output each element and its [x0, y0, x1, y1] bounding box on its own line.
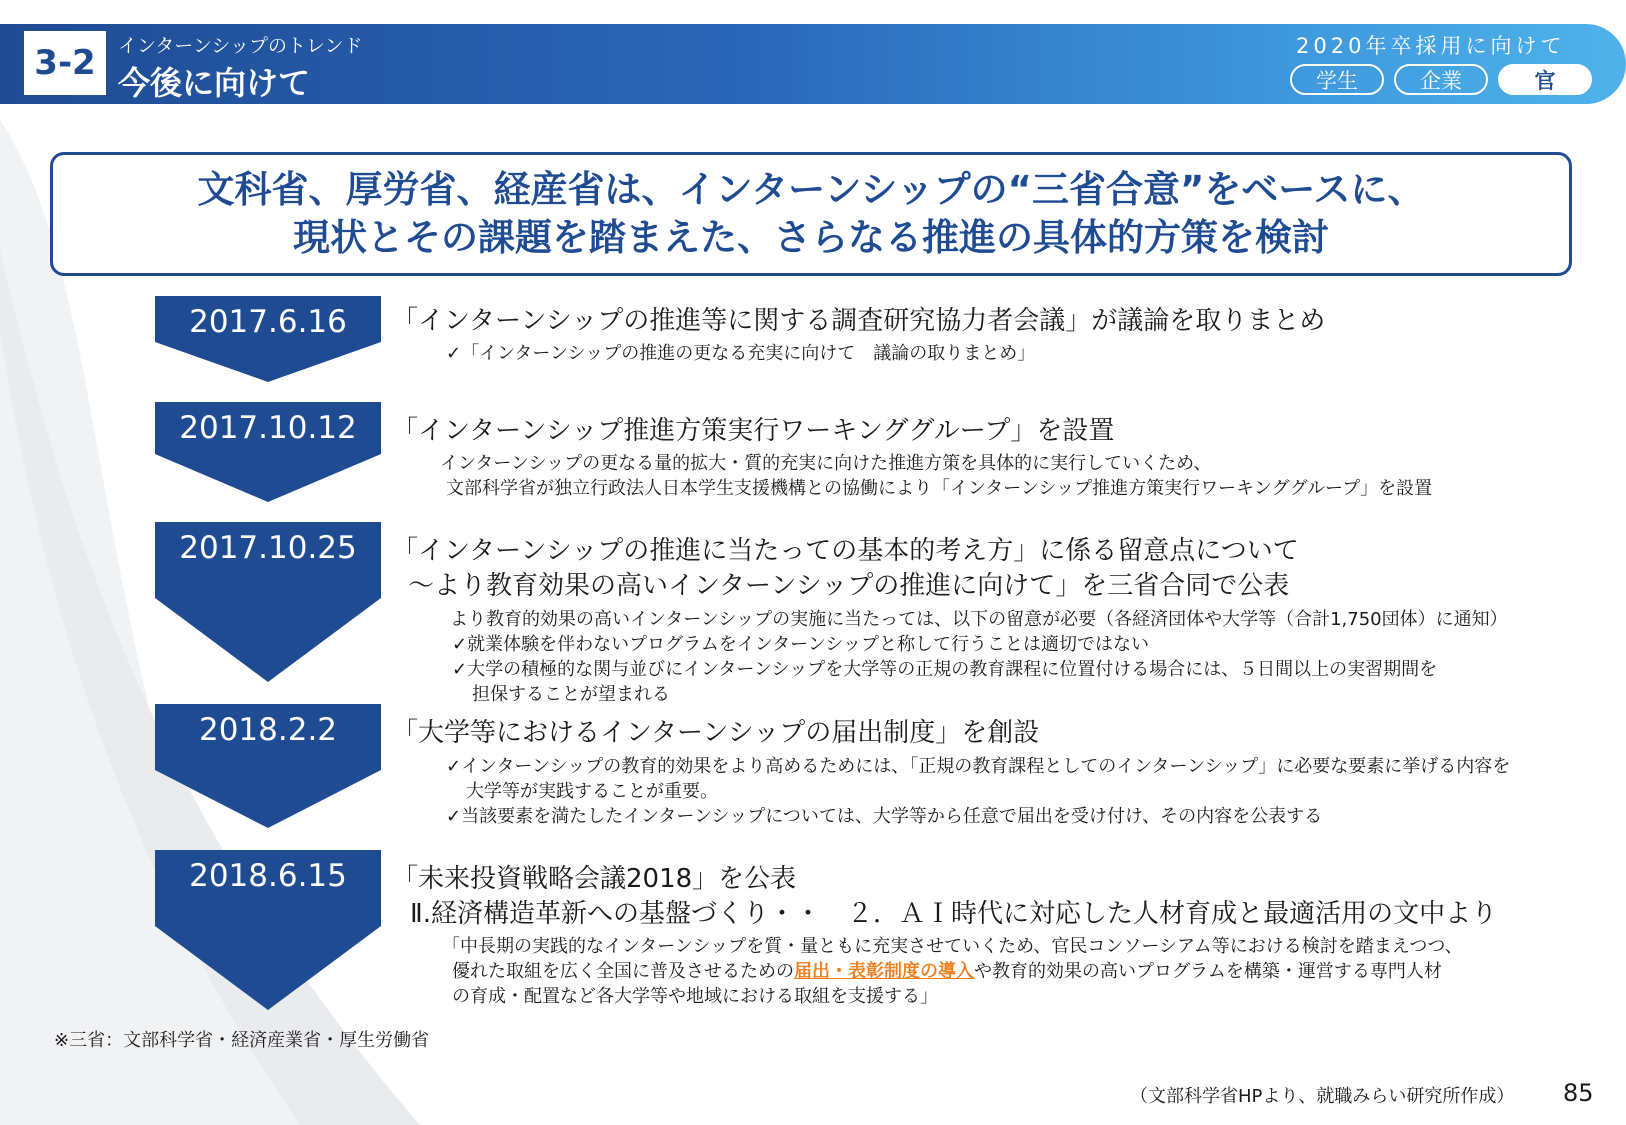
footnote: ※三省：文部科学省・経済産業省・厚生労働省: [54, 1030, 430, 1051]
entry-detail: [452, 957, 1442, 983]
entry-title: 「未来投資戦略会議2018」を公表: [392, 864, 797, 894]
date-arrow-5: [155, 850, 381, 1010]
entry-detail: インターンシップの更なる量的拡大・質的充実に向けた推進方策を具体的に実行していくため、: [440, 453, 1212, 474]
headline-line-1: 文科省、厚労省、経産省は、インターンシップの“三省合意”をベースに、: [197, 168, 1425, 211]
highlighted-phrase: 届出・表彰制度の導入: [794, 961, 974, 982]
entry-detail-text: や教育的効果の高いプログラムを構築・運営する専門人材: [974, 961, 1442, 982]
entry-title: 「インターンシップ推進方策実行ワーキンググループ」を設置: [392, 416, 1115, 446]
section-number-badge: 3-2: [24, 31, 106, 95]
source-note: （文部科学省HPより、就職みらい研究所作成）: [1130, 1086, 1515, 1107]
tab-government[interactable]: 官: [1498, 64, 1592, 95]
date-label: 2018.6.15: [189, 858, 347, 894]
date-label: 2018.2.2: [198, 712, 338, 748]
entry-detail: ✓「インターンシップの推進の更なる充実に向けて 議論の取りまとめ」: [446, 343, 1036, 364]
date-label: 2017.10.25: [179, 530, 357, 566]
tab-student[interactable]: 学生: [1290, 64, 1384, 95]
page-title: 今後に向けて: [118, 64, 311, 102]
entry-title: 「インターンシップの推進に当たっての基本的考え方」に係る留意点について: [392, 536, 1299, 566]
date-arrow-1: [155, 296, 381, 382]
entry-title: 「大学等におけるインターンシップの届出制度」を創設: [392, 718, 1040, 748]
entry-detail: ✓就業体験を伴わないプログラムをインターンシップと称して行うことは適切ではない: [452, 634, 1150, 655]
entry-detail: ✓インターンシップの教育的効果をより高めるためには、「正規の教育課程としてのインターンシップ」に必要な要素に挙げる内容を: [446, 756, 1511, 777]
date-arrow-3: [155, 522, 381, 682]
date-label: 2017.6.16: [189, 304, 347, 340]
headline-line-2: 現状とその課題を踏まえた、さらなる推進の具体的方策を検討: [293, 216, 1329, 259]
headline-box: [50, 152, 1572, 276]
entry-title-continued: Ⅱ.経済構造革新への基盤づくり・・ ２．ＡＩ時代に対応した人材育成と最適活用の文中より: [410, 899, 1498, 929]
entry-title-continued: ～より教育効果の高いインターンシップの推進に向けて」を三省合同で公表: [408, 571, 1290, 601]
entry-detail: 担保することが望まれる: [472, 684, 670, 705]
entry-detail: の育成・配置など各大学等や地域における取組を支援する」: [452, 986, 938, 1007]
entry-detail: ✓大学の積極的な関与並びにインターンシップを大学等の正規の教育課程に位置付ける場合には、５日間以上の実習期間を: [452, 659, 1438, 680]
entry-detail: 文部科学省が独立行政法人日本学生支援機構との協働により「インターンシップ推進方策実行ワーキンググループ」を設置: [446, 478, 1433, 499]
entry-detail: より教育的効果の高いインターンシップの実施に当たっては、以下の留意が必要（各経済団体や大学等（合計1,750団体）に通知）: [450, 609, 1508, 630]
tab-company[interactable]: 企業: [1394, 64, 1488, 95]
date-arrow-2: [155, 402, 381, 502]
date-label: 2017.10.12: [179, 410, 357, 446]
entry-title: 「インターンシップの推進等に関する調査研究協力者会議」が議論を取りまとめ: [392, 306, 1326, 336]
entry-detail: 大学等が実践することが重要。: [466, 781, 718, 802]
date-arrow-4: [155, 704, 381, 828]
entry-detail: 「中長期の実践的なインターンシップを質・量ともに充実させていくため、官民コンソーシアム等における検討を踏まえつつ、: [442, 936, 1463, 957]
graduation-year-label: 2020年卒採用に向けて: [1296, 34, 1566, 58]
page-number: 85: [1563, 1079, 1594, 1107]
entry-detail: ✓当該要素を満たしたインターンシップについては、大学等から任意で届出を受け付け、その内容を公表する: [446, 806, 1323, 827]
section-subtitle: インターンシップのトレンド: [118, 35, 363, 57]
entry-detail-text: 優れた取組を広く全国に普及させるための: [452, 961, 794, 982]
